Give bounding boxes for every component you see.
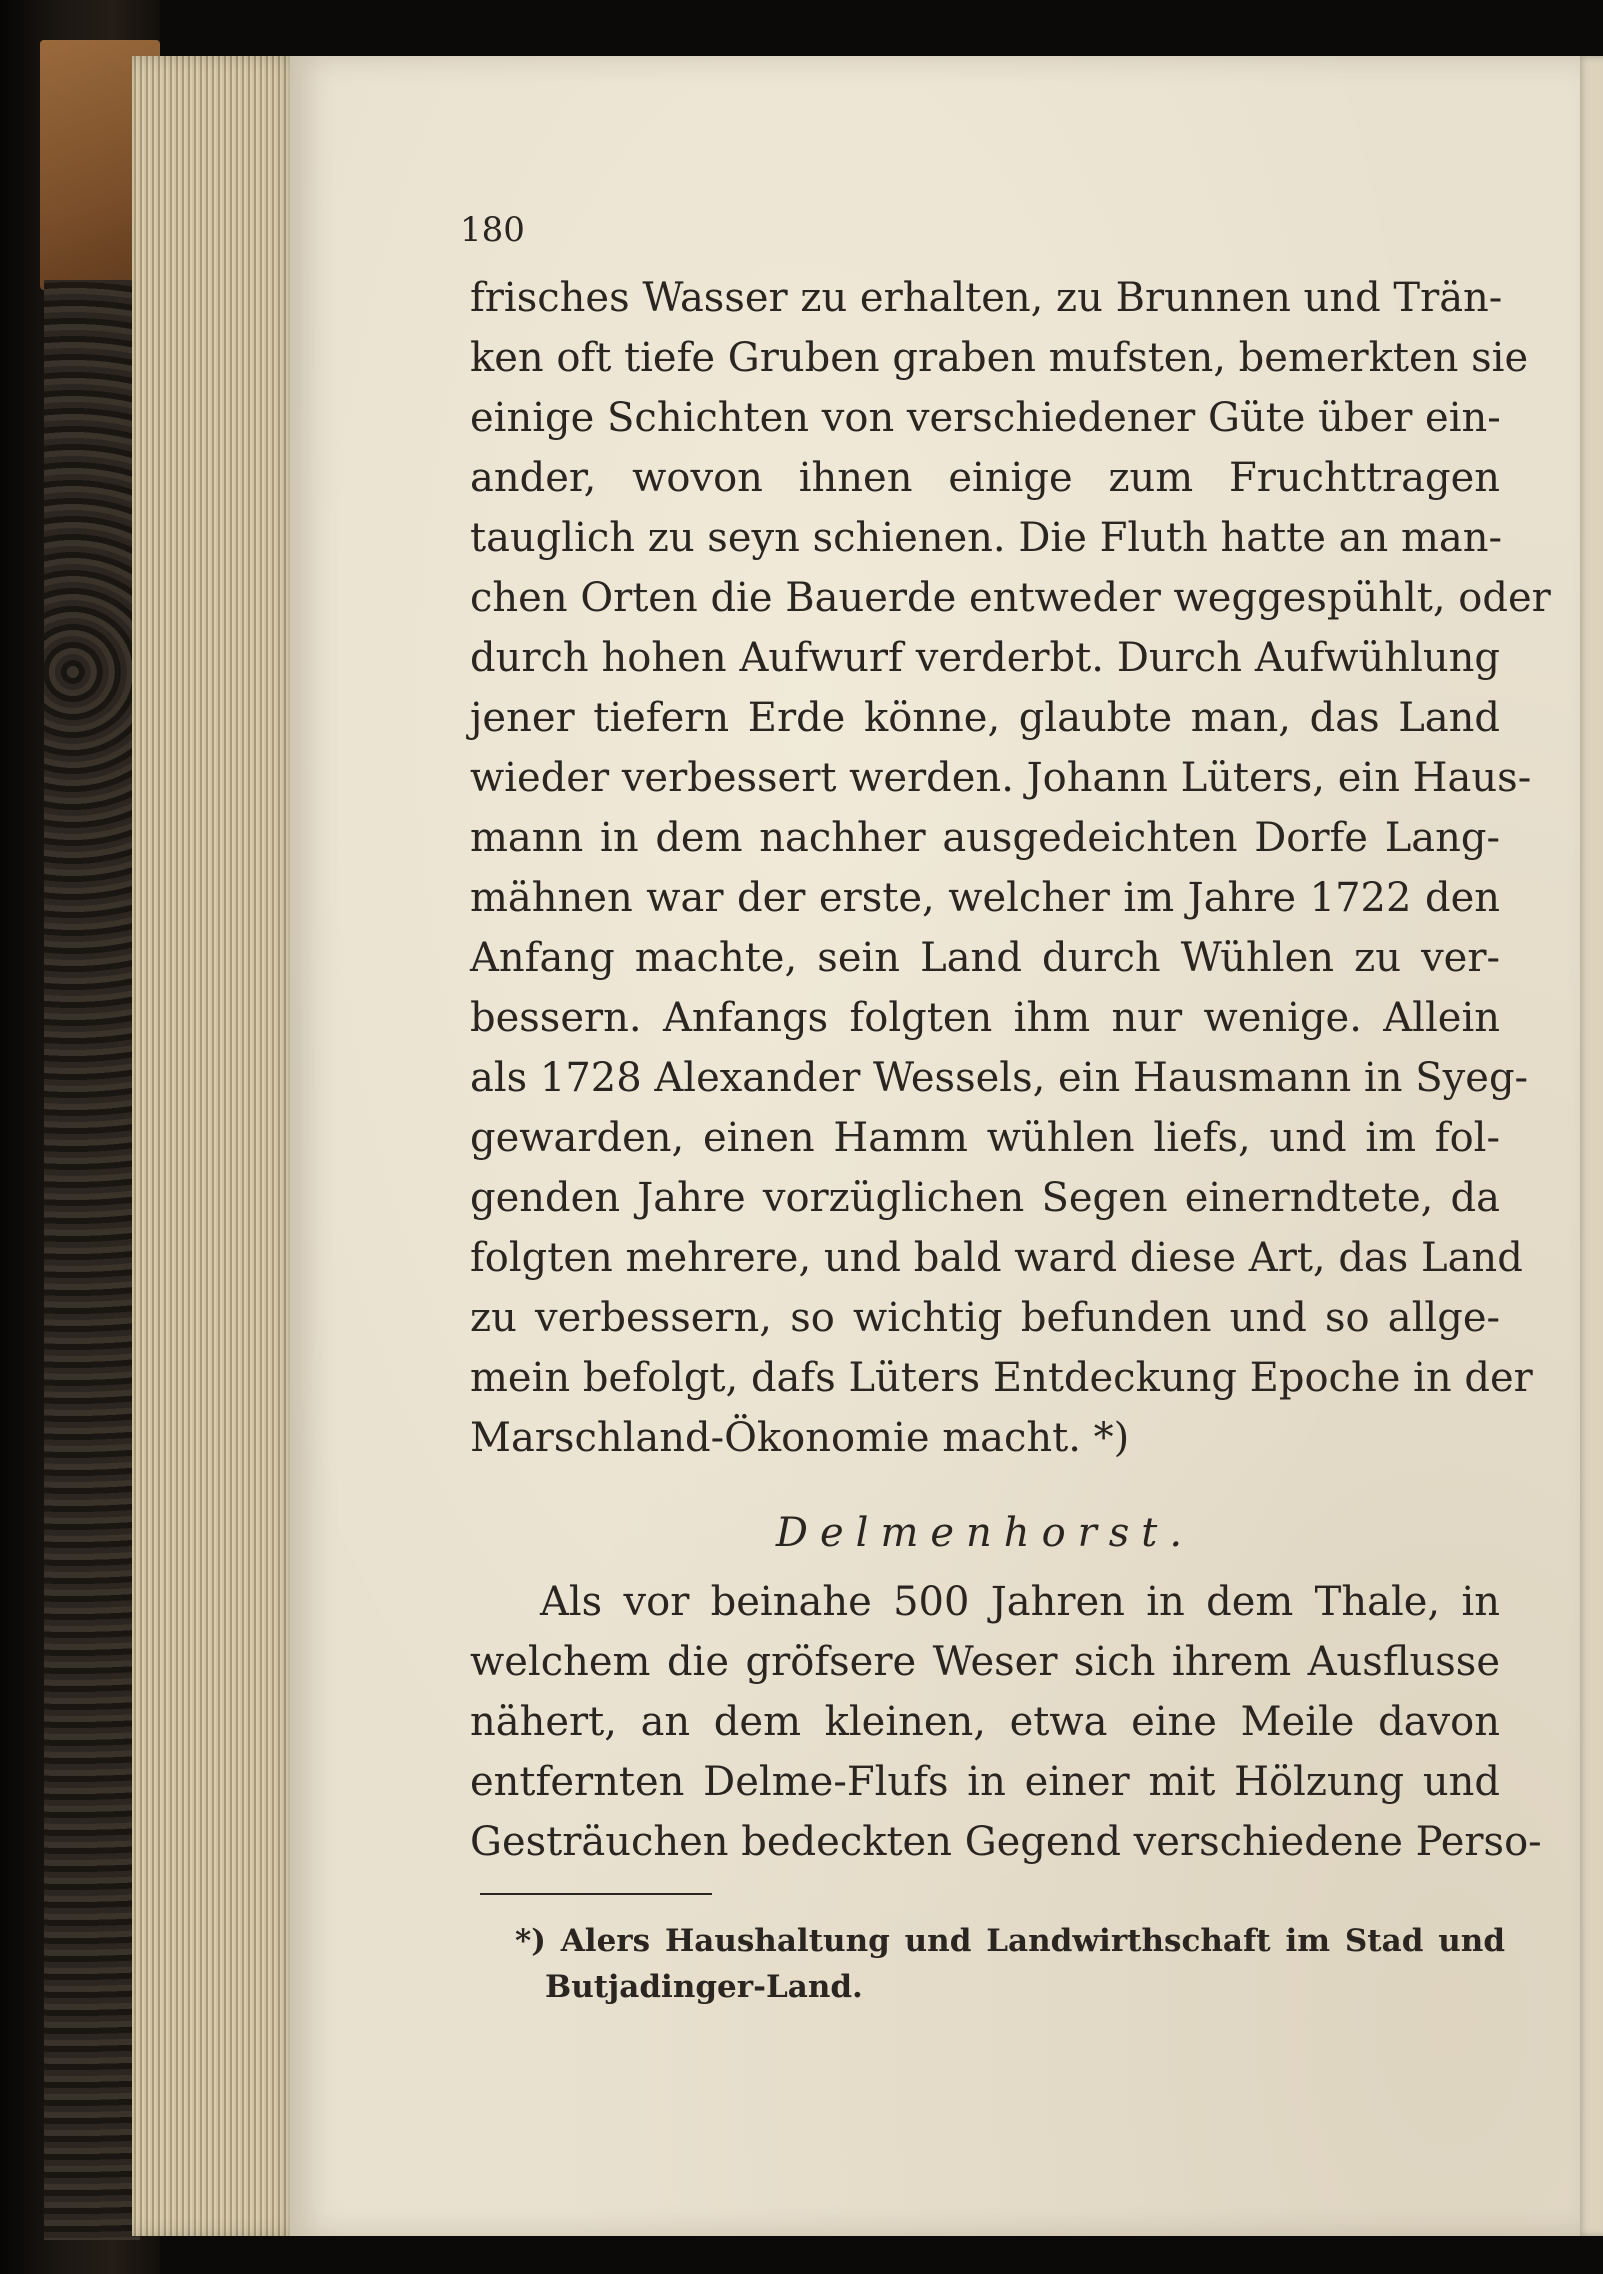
text-line: mähnen war der erste, welcher im Jahre 1722 den (470, 875, 1500, 921)
text-line: Anfang machte, sein Land durch Wühlen zu ver- (470, 935, 1500, 981)
text-line: Gesträuchen bedeckten Gegend verschiedene Perso- (470, 1819, 1542, 1865)
footnote-line: *) Alers Haushaltung und Landwirthschaft im Stad und (515, 1923, 1505, 1959)
paragraph-2 (470, 1572, 1542, 1872)
section-heading: Delmenhorst. (775, 1510, 1195, 1556)
paragraph-1 (470, 268, 1551, 1468)
footnote-line: Butjadinger-Land. (545, 1969, 863, 2005)
footnote-divider (480, 1893, 712, 1895)
text-line: wieder verbessert werden. Johann Lüters, ein Haus- (470, 755, 1532, 801)
text-line: entfernten Delme-Flufs in einer mit Hölzung und (470, 1759, 1500, 1805)
text-line: als 1728 Alexander Wessels, ein Hausmann in Syeg- (470, 1055, 1529, 1101)
text-line: genden Jahre vorzüglichen Segen einerndtete, da (470, 1175, 1500, 1221)
text-line: nähert, an dem kleinen, etwa eine Meile davon (470, 1699, 1500, 1745)
text-line: welchem die gröfsere Weser sich ihrem Ausflusse (470, 1639, 1500, 1685)
text-line: gewarden, einen Hamm wühlen liefs, und im fol- (470, 1115, 1500, 1161)
page-number: 180 (460, 210, 525, 250)
text-line: Als vor beinahe 500 Jahren in dem Thale, in (540, 1579, 1500, 1625)
footnote (515, 1918, 1505, 2010)
text-line: bessern. Anfangs folgten ihm nur wenige. Allein (470, 995, 1500, 1041)
text-line: tauglich zu seyn schienen. Die Fluth hatte an man- (470, 515, 1502, 561)
text-line: mein befolgt, dafs Lüters Entdeckung Epoche in der (470, 1355, 1533, 1401)
text-line: durch hohen Aufwurf verderbt. Durch Aufwühlung (470, 635, 1500, 681)
text-line: zu verbessern, so wichtig befunden und so allge- (470, 1295, 1500, 1341)
text-line: ken oft tiefe Gruben graben mufsten, bemerkten sie (470, 335, 1529, 381)
text-line: ander, wovon ihnen einige zum Fruchttragen (470, 455, 1500, 501)
text-line: einige Schichten von verschiedener Güte über ein- (470, 395, 1501, 441)
page-edges (132, 56, 302, 2236)
marbled-cover-paper (44, 280, 140, 2240)
text-line: frisches Wasser zu erhalten, zu Brunnen und Trän- (470, 275, 1503, 321)
text-line: folgten mehrere, und bald ward diese Art, das Land (470, 1235, 1523, 1281)
text-line: Marschland-Ökonomie macht. *) (470, 1415, 1130, 1461)
text-line: mann in dem nachher ausgedeichten Dorfe Lang- (470, 815, 1500, 861)
text-line: chen Orten die Bauerde entweder weggespühlt, oder (470, 575, 1551, 621)
text-line: jener tiefern Erde könne, glaubte man, das Land (470, 695, 1500, 741)
